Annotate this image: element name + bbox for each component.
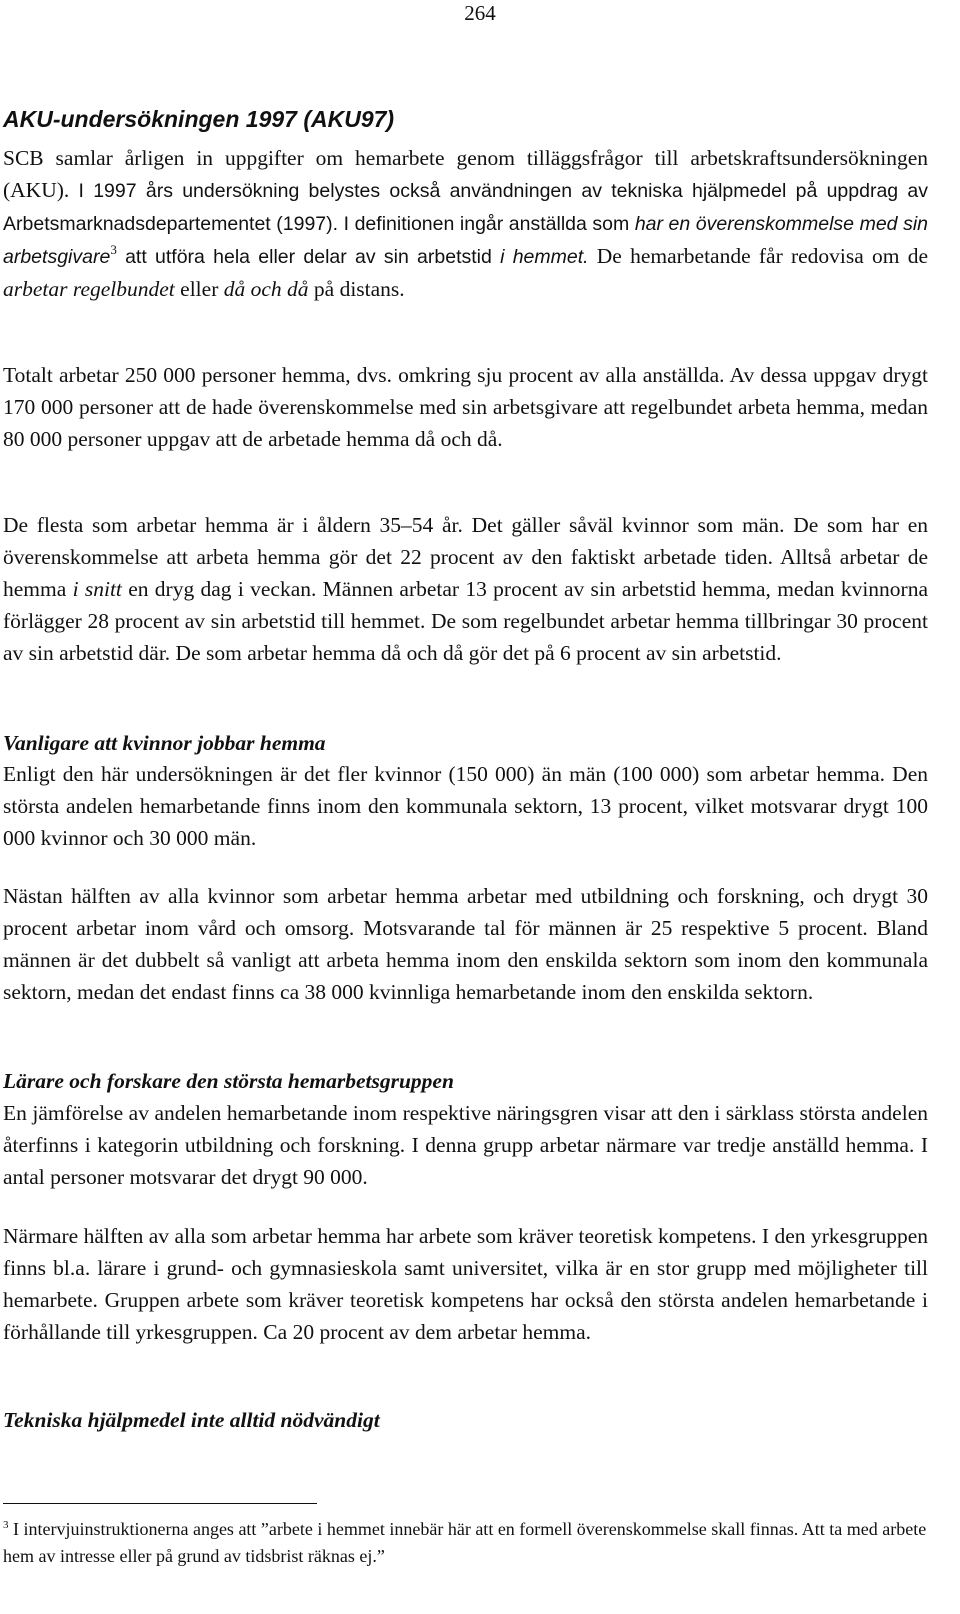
paragraph-comparison: En jämförelse av andelen hemarbetande inom respektive näringsgren visar att den i särklass största andelen återfinns i kategorin utbildning och forskning. I denna grupp arbetar närmare var tredje anställd hemma. I antal personer motsvarar det drygt 90 000. [3, 1101, 928, 1189]
paragraph-age-and-time [3, 509, 928, 669]
intro-sentence-6: på distans. [308, 277, 405, 301]
subheading-technical-aids: Tekniska hjälpmedel inte alltid nödvändigt [3, 1408, 380, 1432]
intro-emphasis-agreement: har en överenskommelse med sin arbetsgivare [3, 213, 928, 268]
footnote-reference: 3 [110, 242, 117, 257]
intro-sentence-5: eller [174, 277, 224, 301]
age-emphasis-average: i snitt [72, 577, 122, 601]
footnote-text: I intervjuinstruktionerna anges att ”arbete i hemmet innebär här att en formell överenskommelse skall finnas. Att ta med arbete hem av intresse eller på grund av tidsbrist räknas ej.” [3, 1519, 927, 1566]
age-text-a: De flesta som arbetar hemma är i åldern 35–54 år. Det gäller såväl kvinnor som män. De som har en överenskommelse att arbeta hemma gör det 22 procent av den faktiskt arbetade tiden. Alltså arbetar de hemma [3, 513, 928, 601]
age-text-b: en dryg dag i veckan. Männen arbetar 13 procent av sin arbetstid hemma, medan kvinnorna förlägger 28 procent av sin arbetstid till hemmet. De som regelbundet arbetar hemma tillbringar 30 procent av sin arbetstid där. De som arbetar hemma då och då gör det på 6 procent av sin arbetstid. [3, 577, 928, 665]
paragraph-women-men: Enligt den här undersökningen är det fler kvinnor (150 000) än män (100 000) som arbetar hemma. Den största andelen hemarbetande finns inom den kommunala sektorn, 13 procent, vilket motsvarar drygt 100 000 kvinnor och 30 000 män. [3, 762, 928, 850]
page-number: 264 [464, 1, 496, 25]
intro-emphasis-home: i hemmet. [500, 246, 589, 268]
subheading-teachers-researchers: Lärare och forskare den största hemarbetsgruppen [3, 1069, 454, 1093]
subheading-women-work-home: Vanligare att kvinnor jobbar hemma [3, 731, 326, 755]
footnote [3, 1516, 928, 1570]
intro-emphasis-occasionally: då och då [223, 277, 309, 301]
footnote-divider [3, 1503, 317, 1504]
paragraph-intro [3, 142, 928, 305]
intro-emphasis-regular: arbetar regelbundet [3, 277, 175, 301]
paragraph-competence: Närmare hälften av alla som arbetar hemma har arbete som kräver teoretisk kompetens. I den yrkesgruppen finns bl.a. lärare i grund- och gymnasieskola samt universitet, vilka är en stor grupp med möjligheter till hemarbete. Gruppen arbete som kräver teoretisk kompetens har också den största andelen hemarbetande i förhållande till yrkesgruppen. Ca 20 procent av dem arbetar hemma. [3, 1224, 928, 1344]
intro-sentence-1: SCB samlar årligen in uppgifter om hemarbete genom tilläggsfrågor till arbetskraftsundersökningen (AKU). [3, 146, 928, 202]
section-title: AKU-undersökningen 1997 (AKU97) [3, 106, 395, 132]
intro-sentence-2: I 1997 års undersökning belystes också användningen av tekniska hjälpmedel på uppdrag av Arbetsmarknadsdepartementet (1997). I definitionen ingår anställda som [3, 180, 929, 235]
intro-sentence-4: De hemarbetande får redovisa om de [588, 244, 928, 268]
footnote-marker: 3 [3, 1519, 9, 1531]
paragraph-sectors: Nästan hälften av alla kvinnor som arbetar hemma arbetar med utbildning och forskning, och drygt 30 procent arbetar inom vård och omsorg. Motsvarande tal för männen är 25 respektive 5 procent. Bland männen är det dubbelt så vanligt att arbeta hemma inom den enskilda sektorn som inom den kommunala sektorn, medan det endast finns ca 38 000 kvinnliga hemarbetande inom den enskilda sektorn. [3, 884, 928, 1004]
paragraph-totals: Totalt arbetar 250 000 personer hemma, dvs. omkring sju procent av alla anställda. Av dessa uppgav drygt 170 000 personer att de hade överenskommelse med sin arbetsgivare att regelbundet arbeta hemma, medan 80 000 personer uppgav att de arbetade hemma då och då. [3, 363, 928, 451]
intro-sentence-3: att utföra hela eller delar av sin arbetstid [116, 246, 501, 268]
